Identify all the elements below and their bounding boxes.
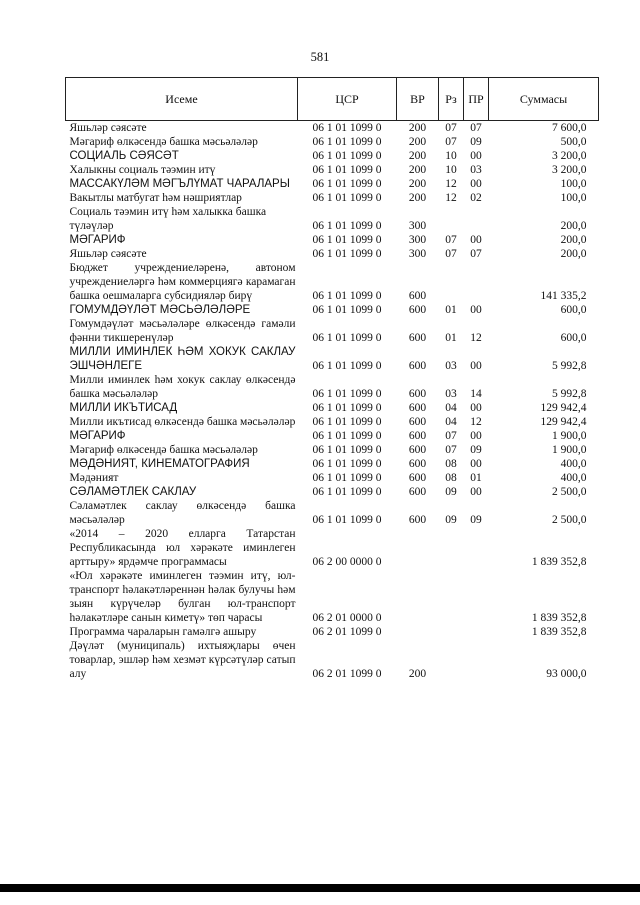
cell-sum: 141 335,2 xyxy=(540,290,587,302)
cell-pr xyxy=(464,527,489,569)
cell-name: «2014 – 2020 елларга Татарстан Республикасында юл хәрәкәте иминлеген арттыру» ярдәмче программасы xyxy=(69,528,296,568)
cell-sum: 5 992,8 xyxy=(552,388,587,400)
cell-pr xyxy=(464,261,489,303)
cell-sum: 1 839 352,8 xyxy=(531,626,587,638)
cell-pr: 00 xyxy=(470,458,482,470)
cell-pr: 00 xyxy=(470,178,482,190)
cell-vr: 600 xyxy=(408,290,427,302)
cell-sum: 600,0 xyxy=(560,332,587,344)
header-name: Исеме xyxy=(66,78,298,121)
cell-csr: 06 1 01 1099 0 xyxy=(312,304,382,316)
cell-vr: 600 xyxy=(408,444,427,456)
table-row xyxy=(66,373,599,401)
cell-sum: 1 900,0 xyxy=(552,430,587,442)
cell-csr: 06 1 01 1099 0 xyxy=(312,388,382,400)
cell-rz: 04 xyxy=(445,416,457,428)
cell-sum: 1 839 352,8 xyxy=(531,556,587,568)
table-row xyxy=(66,177,599,191)
table-row xyxy=(66,317,599,345)
cell-sum: 200,0 xyxy=(560,220,587,232)
cell-vr: 600 xyxy=(408,402,427,414)
table-row xyxy=(66,303,599,317)
cell-sum: 100,0 xyxy=(560,178,587,190)
cell-name: МИЛЛИ ИКЪТИСАД xyxy=(69,402,178,414)
cell-name: «Юл хәрәкәте иминлеген тәэмин итү, юл-транспорт һәлакәтләреннән һәлак булучы һәм зыян күрүчеләр булган юл-транспорт һәлакәтләре санын киметү» төп чарасы xyxy=(69,570,296,624)
header-pr: ПР xyxy=(464,78,489,121)
cell-pr xyxy=(464,569,489,625)
cell-rz: 07 xyxy=(445,444,457,456)
table-row xyxy=(66,485,599,499)
cell-pr: 07 xyxy=(470,122,482,134)
table-row xyxy=(66,429,599,443)
cell-pr: 03 xyxy=(470,164,482,176)
cell-sum: 200,0 xyxy=(560,234,587,246)
cell-sum: 93 000,0 xyxy=(546,668,587,680)
table-row xyxy=(66,121,599,136)
cell-rz: 09 xyxy=(445,514,457,526)
cell-csr: 06 1 01 1099 0 xyxy=(312,136,382,148)
cell-pr xyxy=(464,625,489,639)
cell-vr: 600 xyxy=(408,514,427,526)
cell-csr: 06 2 01 1099 0 xyxy=(312,668,382,680)
cell-csr: 06 1 01 1099 0 xyxy=(312,192,382,204)
cell-pr: 00 xyxy=(470,304,482,316)
cell-rz: 08 xyxy=(445,472,457,484)
cell-csr: 06 2 01 0000 0 xyxy=(312,612,382,624)
cell-rz xyxy=(439,625,464,639)
table-row xyxy=(66,135,599,149)
cell-csr: 06 1 01 1099 0 xyxy=(312,486,382,498)
cell-pr: 00 xyxy=(470,486,482,498)
cell-csr: 06 1 01 1099 0 xyxy=(312,220,382,232)
cell-vr: 600 xyxy=(408,458,427,470)
cell-rz: 10 xyxy=(445,150,457,162)
cell-pr: 09 xyxy=(470,444,482,456)
budget-table xyxy=(65,77,599,681)
cell-rz: 03 xyxy=(445,388,457,400)
cell-pr: 12 xyxy=(470,416,482,428)
cell-sum: 3 200,0 xyxy=(552,164,587,176)
cell-sum: 3 200,0 xyxy=(552,150,587,162)
cell-csr: 06 1 01 1099 0 xyxy=(312,122,382,134)
cell-csr: 06 1 01 1099 0 xyxy=(312,430,382,442)
cell-name: Программа чараларын гамәлгә ашыру xyxy=(69,626,257,638)
cell-pr: 00 xyxy=(470,430,482,442)
table-row xyxy=(66,205,599,233)
cell-vr: 200 xyxy=(408,136,427,148)
cell-rz: 12 xyxy=(445,178,457,190)
cell-sum: 2 500,0 xyxy=(552,486,587,498)
cell-sum: 400,0 xyxy=(560,458,587,470)
cell-rz: 08 xyxy=(445,458,457,470)
cell-name: МӘГАРИФ xyxy=(69,430,126,442)
cell-pr: 14 xyxy=(470,388,482,400)
cell-rz: 10 xyxy=(445,164,457,176)
cell-pr: 00 xyxy=(470,402,482,414)
table-row xyxy=(66,527,599,569)
cell-pr: 09 xyxy=(470,514,482,526)
cell-name: Яшьләр сәясәте xyxy=(69,248,147,260)
table-row xyxy=(66,639,599,681)
cell-sum: 2 500,0 xyxy=(552,514,587,526)
table-row xyxy=(66,457,599,471)
cell-pr: 09 xyxy=(470,136,482,148)
cell-rz: 07 xyxy=(445,122,457,134)
cell-csr: 06 2 01 1099 0 xyxy=(312,626,382,638)
cell-name: МАССАКҮЛӘМ МӘГЪЛҮМАТ ЧАРАЛАРЫ xyxy=(69,178,290,190)
table-row xyxy=(66,149,599,163)
cell-csr: 06 1 01 1099 0 xyxy=(312,458,382,470)
cell-csr: 06 1 01 1099 0 xyxy=(312,332,382,344)
cell-sum: 1 839 352,8 xyxy=(531,612,587,624)
cell-name: Вакытлы матбугат һәм нәшриятлар xyxy=(69,192,242,204)
cell-sum: 5 992,8 xyxy=(552,360,587,372)
cell-name: Мәгариф өлкәсендә башка мәсьәләләр xyxy=(69,136,258,148)
cell-csr: 06 1 01 1099 0 xyxy=(312,248,382,260)
cell-sum: 7 600,0 xyxy=(552,122,587,134)
cell-vr: 600 xyxy=(408,388,427,400)
table-row xyxy=(66,443,599,457)
cell-vr: 200 xyxy=(408,150,427,162)
cell-csr: 06 1 01 1099 0 xyxy=(312,472,382,484)
cell-vr: 200 xyxy=(408,178,427,190)
cell-csr: 06 1 01 1099 0 xyxy=(312,514,382,526)
table-row xyxy=(66,345,599,373)
page-number: 581 xyxy=(310,50,330,64)
cell-name: Социаль тәэмин итү һәм халыкка башка түләүләр xyxy=(69,206,267,232)
cell-name: Сәламәтлек саклау өлкәсендә башка мәсьәләләр xyxy=(69,500,296,526)
cell-vr: 600 xyxy=(408,430,427,442)
cell-vr: 300 xyxy=(408,220,427,232)
header-csr: ЦСР xyxy=(298,78,397,121)
cell-vr: 600 xyxy=(408,416,427,428)
table-row xyxy=(66,499,599,527)
cell-name: Бюджет учреждениеләренә, автоном учреждениеләргә һәм коммерциягә карамаган башка оешмаларга субсидияләр бирү xyxy=(69,262,296,302)
table-row xyxy=(66,569,599,625)
cell-vr: 600 xyxy=(408,304,427,316)
cell-rz: 07 xyxy=(445,430,457,442)
cell-pr: 02 xyxy=(470,192,482,204)
cell-rz: 07 xyxy=(445,248,457,260)
cell-rz xyxy=(439,639,464,681)
cell-pr xyxy=(464,639,489,681)
cell-name: Милли иминлек һәм хокук саклау өлкәсендә башка мәсьәләләр xyxy=(69,374,296,400)
cell-rz xyxy=(439,261,464,303)
cell-pr xyxy=(464,205,489,233)
cell-pr: 00 xyxy=(470,234,482,246)
cell-rz: 12 xyxy=(445,192,457,204)
cell-pr: 00 xyxy=(470,150,482,162)
cell-vr: 200 xyxy=(408,122,427,134)
table-row xyxy=(66,625,599,639)
cell-rz: 09 xyxy=(445,486,457,498)
cell-name: МИЛЛИ ИМИНЛЕК ҺӘМ ХОКУК САКЛАУ ЭШЧӘНЛЕГЕ xyxy=(69,346,296,372)
cell-vr xyxy=(397,569,439,625)
header-vr: ВР xyxy=(397,78,439,121)
header-sum: Суммасы xyxy=(489,78,599,121)
cell-vr: 600 xyxy=(408,360,427,372)
cell-name: Гомумдәүләт мәсьәләләре өлкәсендә гамәли фәнни тикшеренүләр xyxy=(69,318,296,344)
cell-vr: 200 xyxy=(408,192,427,204)
budget-table-container xyxy=(65,77,598,681)
cell-pr: 01 xyxy=(470,472,482,484)
cell-rz: 01 xyxy=(445,304,457,316)
table-header xyxy=(66,78,599,121)
cell-vr: 600 xyxy=(408,472,427,484)
cell-csr: 06 1 01 1099 0 xyxy=(312,416,382,428)
cell-pr: 00 xyxy=(470,360,482,372)
cell-vr: 600 xyxy=(408,486,427,498)
cell-name: МӘГАРИФ xyxy=(69,234,126,246)
table-row xyxy=(66,163,599,177)
cell-name: Дәүләт (муниципаль) ихтыяҗлары өчен товарлар, эшләр һәм хезмәт күрсәтүләр сатып алу xyxy=(69,640,296,680)
cell-name: Мәдәният xyxy=(69,472,119,484)
cell-rz xyxy=(439,569,464,625)
cell-csr: 06 1 01 1099 0 xyxy=(312,164,382,176)
table-row xyxy=(66,247,599,261)
cell-sum: 1 900,0 xyxy=(552,444,587,456)
table-row xyxy=(66,415,599,429)
cell-sum: 100,0 xyxy=(560,192,587,204)
cell-rz: 03 xyxy=(445,360,457,372)
cell-sum: 400,0 xyxy=(560,472,587,484)
table-row xyxy=(66,261,599,303)
cell-name: ГОМУМДӘҮЛӘТ МӘСЬӘЛӘЛӘРЕ xyxy=(69,304,251,316)
cell-name: СӘЛАМӘТЛЕК САКЛАУ xyxy=(69,486,197,498)
cell-vr: 200 xyxy=(408,164,427,176)
cell-vr: 300 xyxy=(408,234,427,246)
cell-rz: 07 xyxy=(445,136,457,148)
cell-rz xyxy=(439,205,464,233)
cell-name: МӘДӘНИЯТ, КИНЕМАТОГРАФИЯ xyxy=(69,458,250,470)
cell-rz: 04 xyxy=(445,402,457,414)
cell-name: Яшьләр сәясәте xyxy=(69,122,147,134)
cell-csr: 06 2 00 0000 0 xyxy=(312,556,382,568)
cell-sum: 129 942,4 xyxy=(540,416,587,428)
cell-sum: 500,0 xyxy=(560,136,587,148)
cell-pr: 12 xyxy=(470,332,482,344)
cell-vr xyxy=(397,625,439,639)
table-row xyxy=(66,471,599,485)
cell-csr: 06 1 01 1099 0 xyxy=(312,290,382,302)
header-row xyxy=(66,78,599,121)
cell-vr: 300 xyxy=(408,248,427,260)
header-rz: Рз xyxy=(439,78,464,121)
cell-rz xyxy=(439,527,464,569)
cell-sum: 600,0 xyxy=(560,304,587,316)
table-body xyxy=(66,121,599,682)
table-row xyxy=(66,233,599,247)
cell-name: Халыкны социаль тәэмин итү xyxy=(69,164,216,176)
cell-csr: 06 1 01 1099 0 xyxy=(312,402,382,414)
cell-csr: 06 1 01 1099 0 xyxy=(312,234,382,246)
cell-rz: 01 xyxy=(445,332,457,344)
scan-edge-bar xyxy=(0,884,640,892)
cell-vr xyxy=(397,527,439,569)
cell-sum: 129 942,4 xyxy=(540,402,587,414)
table-row xyxy=(66,191,599,205)
cell-pr: 07 xyxy=(470,248,482,260)
cell-vr: 600 xyxy=(408,332,427,344)
cell-csr: 06 1 01 1099 0 xyxy=(312,150,382,162)
cell-rz: 07 xyxy=(445,234,457,246)
table-row xyxy=(66,401,599,415)
cell-sum: 200,0 xyxy=(560,248,587,260)
cell-name: СОЦИАЛЬ СӘЯСӘТ xyxy=(69,150,179,162)
cell-name: Милли икътисад өлкәсендә башка мәсьәләләр xyxy=(69,416,296,428)
cell-csr: 06 1 01 1099 0 xyxy=(312,178,382,190)
cell-name: Мәгариф өлкәсендә башка мәсьәләләр xyxy=(69,444,258,456)
cell-csr: 06 1 01 1099 0 xyxy=(312,360,382,372)
cell-csr: 06 1 01 1099 0 xyxy=(312,444,382,456)
cell-vr: 200 xyxy=(408,668,427,680)
